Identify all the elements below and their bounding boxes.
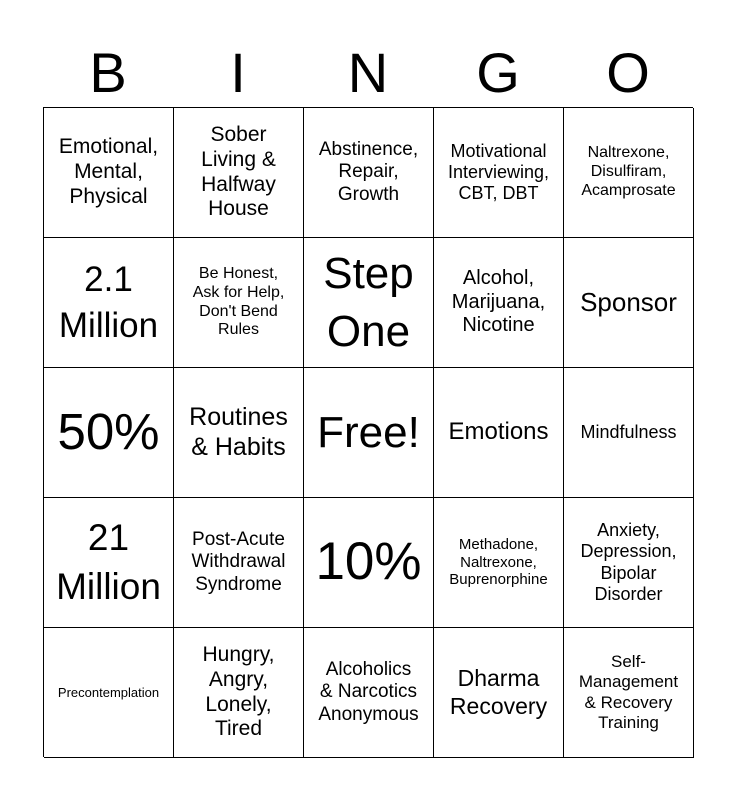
bingo-cell-r4-c5[interactable] [564,498,694,628]
cell-text: Mindfulness [580,421,677,442]
cell-text: Emotions [448,418,549,446]
bingo-cell-r2-c3[interactable] [304,238,434,368]
bingo-cell-r1-c2[interactable] [174,108,304,238]
cell-text: Methadone, Naltrexone, Buprenorphine [449,535,548,589]
header-letter-o: O [606,41,650,104]
cell-text: Emotional, Mental, Physical [58,135,159,208]
bingo-cell-r3-c2[interactable] [174,368,304,498]
bingo-cell-r5-c5[interactable] [564,628,694,758]
bingo-cell-r2-c4[interactable] [434,238,564,368]
bingo-cell-r4-c1[interactable] [44,498,174,628]
bingo-board [43,107,693,757]
bingo-cell-r4-c3[interactable] [304,498,434,628]
header-letter-i: I [230,41,246,104]
cell-text: Self- Management & Recovery Training [578,652,679,732]
bingo-cell-r3-c4[interactable] [434,368,564,498]
bingo-cell-r5-c4[interactable] [434,628,564,758]
bingo-cell-r4-c4[interactable] [434,498,564,628]
cell-text: Hungry, Angry, Lonely, Tired [202,642,275,741]
bingo-cell-r2-c1[interactable] [44,238,174,368]
bingo-cell-r3-c1[interactable] [44,368,174,498]
bingo-cell-free[interactable] [304,368,434,498]
cell-text: Dharma Recovery [449,665,548,719]
cell-text: 10% [315,532,422,592]
cell-text: 21 Million [56,517,161,607]
bingo-cell-r1-c3[interactable] [304,108,434,238]
cell-text: Free! [317,407,420,457]
bingo-cell-r2-c2[interactable] [174,238,304,368]
cell-text: Anxiety, Depression, Bipolar Disorder [580,520,677,604]
cell-text: Sponsor [580,287,677,318]
bingo-cell-r4-c2[interactable] [174,498,304,628]
cell-text: Alcoholics & Narcotics Anonymous [318,658,419,725]
bingo-cell-r3-c5[interactable] [564,368,694,498]
cell-text: Routines & Habits [189,403,288,461]
cell-text: Alcohol, Marijuana, Nicotine [451,267,546,337]
cell-text: 2.1 Million [58,260,159,345]
bingo-cell-r5-c1[interactable] [44,628,174,758]
cell-text: Abstinence, Repair, Growth [318,138,419,205]
cell-text: Precontemplation [57,684,160,700]
bingo-cell-r5-c3[interactable] [304,628,434,758]
cell-text: Sober Living & Halfway House [201,122,276,221]
header-letter-g: G [476,41,520,104]
cell-text: Naltrexone, Disulfiram, Acamprosate [581,144,676,199]
header-letter-n: N [347,41,389,104]
bingo-header [43,40,693,106]
cell-text: 50% [57,403,160,461]
bingo-cell-r2-c5[interactable] [564,238,694,368]
bingo-cell-r1-c1[interactable] [44,108,174,238]
cell-text: Motivational Interviewing, CBT, DBT [447,140,550,204]
header-letter-b: B [89,41,127,104]
bingo-cell-r1-c4[interactable] [434,108,564,238]
cell-text: Be Honest, Ask for Help, Don't Bend Rules [192,264,285,339]
bingo-cell-r1-c5[interactable] [564,108,694,238]
cell-text: Post-Acute Withdrawal Syndrome [191,528,286,595]
bingo-cell-r5-c2[interactable] [174,628,304,758]
cell-text: Step One [323,249,414,356]
